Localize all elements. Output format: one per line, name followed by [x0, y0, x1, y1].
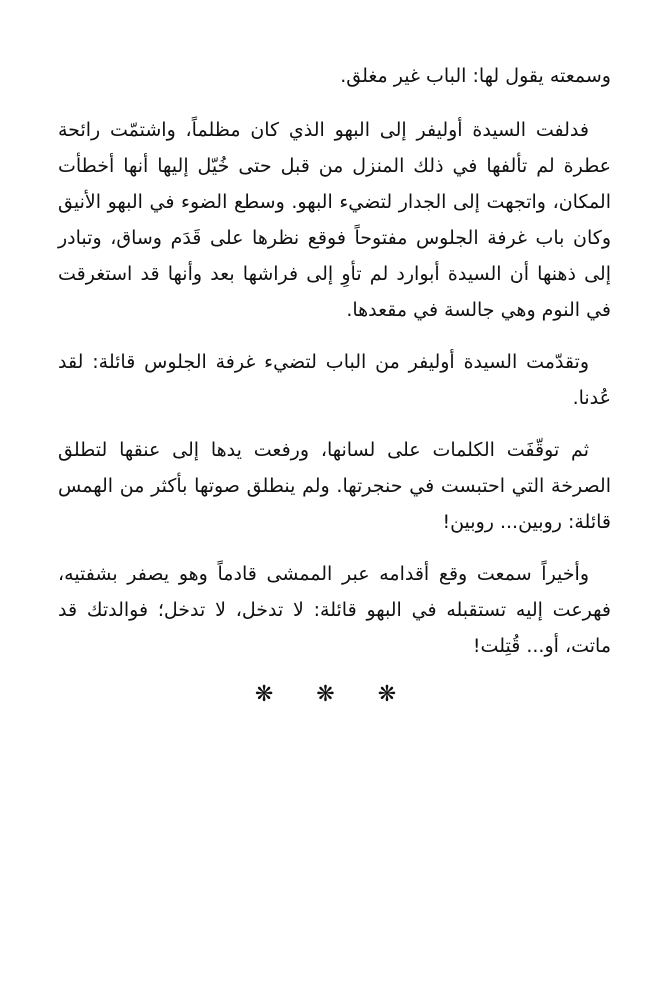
section-divider: ❋ ❋ ❋: [254, 682, 415, 707]
paragraph-5: وأخيراً سمعت وقع أقدامه عبر الممشى قادماً وهو يصفر بشفتيه، فهرعت إليه تستقبله في البهو قائلة: لا تدخل، لا تدخل؛ فوالدتك قد ماتت، أو... قُتِلت!: [58, 563, 611, 657]
paragraph-2: فدلفت السيدة أوليفر إلى البهو الذي كان مظلماً، واشتمّت رائحة عطرة لم تألفها في ذلك المنزل من قبل حتى خُيّل إليها أنها أخطأت المكان، واتجهت إلى الجدار لتضيء البهو. وسطع الضوء في البهو الأنيق وكان باب غرفة الجلوس مفتوحاً فوقع نظرها على قَدَم وساق، وتبادر إلى ذهنها أن السيدة أبوارد لم تأوِ إلى فراشها بعد وأنها قد استغرقت في النوم وهي جالسة في مقعدها.: [58, 119, 611, 321]
paragraph-3: وتقدّمت السيدة أوليفر من الباب لتضيء غرفة الجلوس قائلة: لقد عُدنا.: [58, 351, 611, 409]
paragraph-4: ثم توقّفَت الكلمات على لسانها، ورفعت يدها إلى عنقها لتطلق الصرخة التي احتبست في حنجرتها. ولم ينطلق صوتها بأكثر من الهمس قائلة: روبين... روبين!: [58, 439, 611, 533]
paragraph-1: وسمعته يقول لها: الباب غير مغلق.: [340, 65, 611, 87]
book-page: [58, 58, 611, 710]
